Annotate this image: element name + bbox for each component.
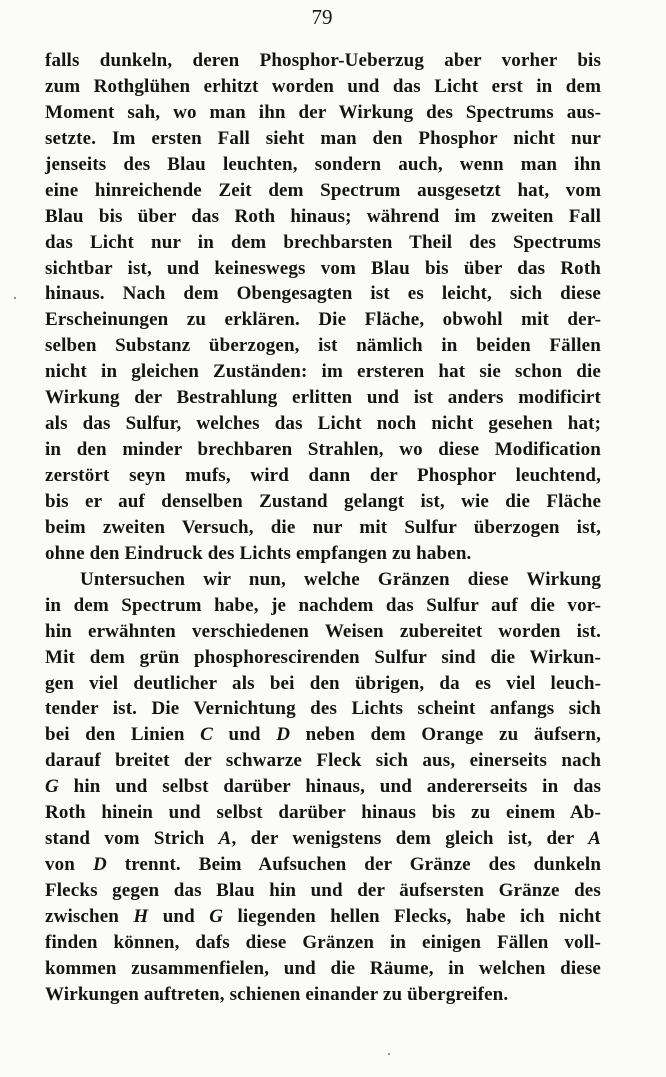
text-line: tender ist. Die Vernichtung des Lichts scheint anfangs sich [45,698,601,720]
text-line: Roth hinein und selbst darüber hinaus bis zu einem Ab- [45,802,602,824]
page-number: 79 [311,5,333,29]
text-line: Blau bis über das Roth hinaus; während im zweiten Fall [45,205,602,227]
text-line: in den minder brechbaren Strahlen, wo diese Modification [45,439,602,461]
text-line: G hin und selbst darüber hinaus, und andererseits in das [45,776,602,798]
text-line: Flecks gegen das Blau hin und der äufsersten Gränze des [45,880,601,901]
scan-speck [388,1053,390,1055]
text-line: jenseits des Blau leuchten, sondern auch, wenn man ihn [45,153,602,175]
text-line: eine hinreichende Zeit dem Spectrum ausgesetzt hat, vom [45,179,602,201]
text-line: von D trennt. Beim Aufsuchen der Gränze des dunkeln [45,854,602,876]
text-line: selben Substanz überzogen, ist nämlich in beiden Fällen [45,335,601,357]
text-line: das Licht nur in dem brechbarsten Theil des Spectrums [45,231,601,253]
scan-speck [14,297,16,299]
text-line: bis er auf denselben Zustand gelangt ist, wie die Fläche [45,490,602,512]
text-line: hin erwähnten verschiedenen Weisen zubereitet worden ist. [45,620,602,642]
text-line: beim zweiten Versuch, die nur mit Sulfur überzogen ist, [45,516,602,538]
text-line: zum Rothglühen erhitzt worden und das Licht erst in dem [45,75,602,97]
text-line: gen viel deutlicher als bei den übrigen, da es viel leuch- [45,672,602,694]
text-line: zerstört seyn mufs, wird dann der Phosphor leuchtend, [45,465,602,486]
text-line: als das Sulfur, welches das Licht noch nicht gesehen hat; [45,413,602,435]
text-line: setzte. Im ersten Fall sieht man den Phosphor nicht nur [45,127,602,149]
text-line: ohne den Eindruck des Lichts empfangen zu haben. [45,542,472,564]
text-line: in dem Spectrum habe, je nachdem das Sulfur auf die vor- [45,594,602,616]
body-text [45,48,601,1008]
text-line: hinaus. Nach dem Obengesagten ist es leicht, sich diese [45,283,601,305]
text-line: zwischen H und G liegenden hellen Flecks, habe ich nicht [45,905,601,927]
text-line: nicht in gleichen Zuständen: im ersteren hat sie schon die [45,361,602,383]
text-line: Wirkung der Bestrahlung erlitten und ist anders modificirt [45,387,601,409]
text-line: Wirkungen auftreten, schienen einander zu übergreifen. [45,983,509,1005]
text-line: Mit dem grün phosphorescirenden Sulfur sind die Wirkun- [45,646,601,668]
text-line: sichtbar ist, und keineswegs vom Blau bis über das Roth [45,257,602,279]
text-line: Erscheinungen zu erklären. Die Fläche, obwohl mit der- [45,309,602,331]
text-line: bei den Linien C und D neben dem Orange zu äufsern, [45,724,602,746]
text-line: kommen zusammenfielen, und die Räume, in welchen diese [45,957,601,979]
text-line: Untersuchen wir nun, welche Gränzen diese Wirkung [80,568,602,590]
text-line: darauf breitet der schwarze Fleck sich aus, einerseits nach [45,750,602,772]
text-line: Moment sah, wo man ihn der Wirkung des Spectrums aus- [45,101,602,123]
text-line: stand vom Strich A, der wenigstens dem gleich ist, der A [45,828,602,850]
text-line: finden können, dafs diese Gränzen in einigen Fällen voll- [45,931,602,953]
text-line: falls dunkeln, deren Phosphor-Ueberzug aber vorher bis [45,50,602,71]
